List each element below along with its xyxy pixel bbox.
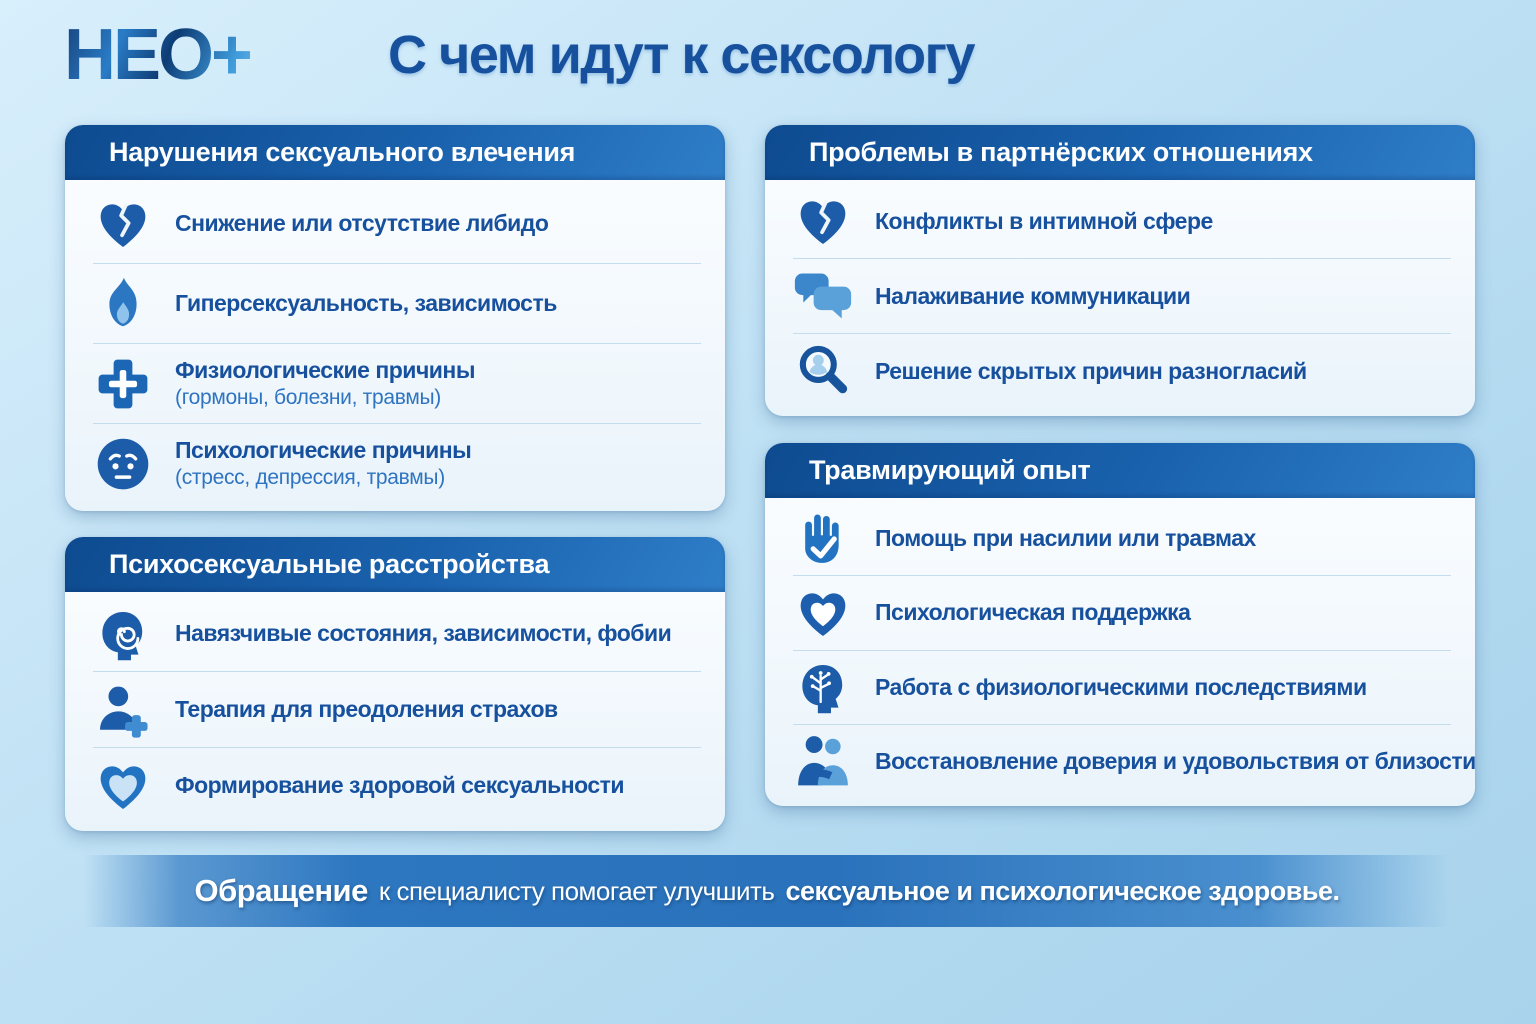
item-subtitle: (гормоны, болезни, травмы) (175, 386, 441, 409)
item-subtitle: (стресс, депрессия, травмы) (175, 466, 445, 489)
magnifier-person-icon (793, 341, 853, 401)
item-title: Физиологические причины (175, 357, 475, 383)
list-item (93, 747, 701, 823)
card-sexual-desire-disorders (65, 125, 725, 511)
item-title: Налаживание коммуникации (875, 282, 1191, 309)
item-title: Работа с физиологическими последствиями (875, 673, 1367, 700)
head-tree-icon (793, 657, 853, 717)
banner-middle-text: к специалисту помогает улучшить (378, 875, 775, 906)
couple-icon (793, 731, 853, 791)
card-body (65, 180, 725, 511)
list-item (793, 184, 1451, 258)
item-title: Снижение или отсутствие либидо (175, 210, 549, 236)
item-title: Терапия для преодоления страхов (175, 696, 558, 722)
list-item (93, 184, 701, 263)
list-item (793, 258, 1451, 333)
card-psychosexual-disorders (65, 537, 725, 831)
broken-heart-icon (93, 194, 153, 254)
item-title: Помощь при насилии или травмах (875, 525, 1256, 552)
list-item (93, 671, 701, 747)
item-title: Психологическая поддержка (875, 599, 1191, 626)
card-title: Травмирующий опыт (765, 443, 1475, 498)
list-item (793, 575, 1451, 649)
list-item (793, 724, 1476, 798)
card-title: Психосексуальные расстройства (65, 537, 725, 592)
list-item (793, 502, 1451, 575)
card-body (765, 180, 1475, 416)
banner-emphasis-text: сексуальное и психологическое здоровье. (785, 875, 1340, 906)
page-title: С чем идут к сексологу (388, 25, 975, 85)
card-title: Нарушения сексуального влечения (65, 125, 725, 180)
layered-heart-icon (93, 756, 153, 816)
head-spiral-icon (93, 604, 153, 664)
list-item (93, 596, 701, 671)
footer-banner (84, 855, 1450, 927)
flame-icon (93, 274, 153, 334)
list-item (793, 333, 1451, 408)
item-title: Решение скрытых причин разногласий (875, 357, 1307, 384)
list-item (793, 650, 1451, 724)
list-item (93, 343, 701, 423)
item-title: Гиперсексуальность, зависимость (175, 290, 557, 316)
card-body (765, 498, 1475, 806)
card-traumatic-experience (765, 443, 1475, 806)
chat-bubbles-icon (793, 266, 853, 326)
item-title: Формирование здоровой сексуальности (175, 772, 625, 798)
neo-plus-logo: НЕО+ (64, 15, 251, 95)
item-title: Восстановление доверия и удовольствия от близости (875, 747, 1476, 774)
item-title: Навязчивые состояния, зависимости, фобии (175, 620, 672, 646)
card-body (65, 592, 725, 831)
item-title: Психологические причины (175, 437, 472, 463)
person-plus-icon (93, 680, 153, 740)
worried-face-icon (93, 434, 153, 494)
card-partner-relationship-problems (765, 125, 1475, 416)
card-title: Проблемы в партнёрских отношениях (765, 125, 1475, 180)
hand-check-icon (793, 509, 853, 569)
item-title: Конфликты в интимной сфере (875, 207, 1213, 234)
heart-in-heart-icon (793, 583, 853, 643)
list-item (93, 263, 701, 343)
medical-cross-icon (93, 354, 153, 414)
broken-heart-icon (793, 191, 853, 251)
banner-lead-text: Обращение (194, 873, 368, 908)
list-item (93, 423, 701, 503)
